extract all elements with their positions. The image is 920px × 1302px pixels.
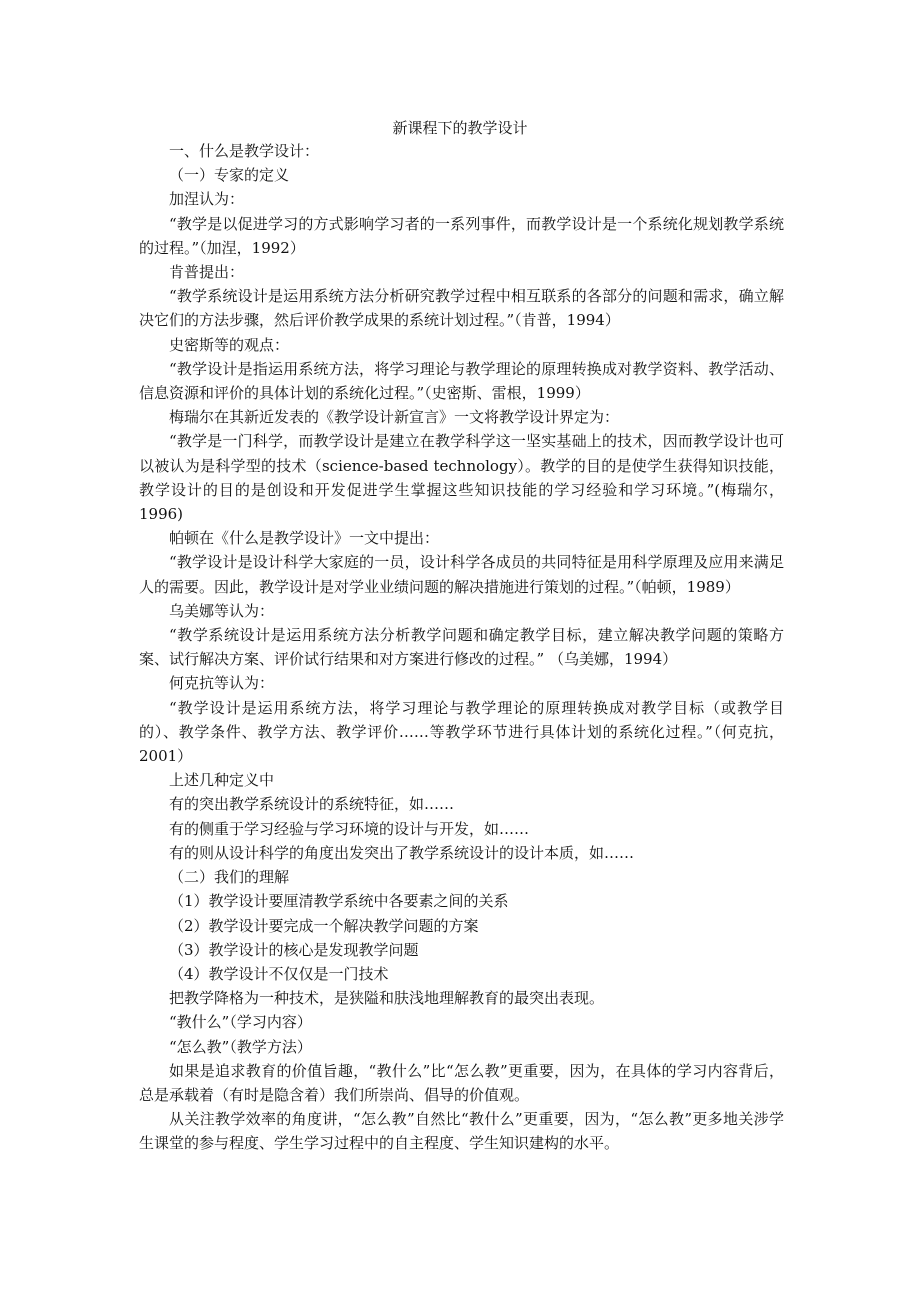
paragraph: “教学系统设计是运用系统方法分析教学问题和确定教学目标，建立解决教学问题的策略方案、试行解决方案、评价试行结果和对方案进行修改的过程。” （乌美娜，1994） [139, 626, 784, 669]
document-body [139, 139, 784, 1156]
paragraph: “教学系统设计是运用系统方法分析研究教学过程中相互联系的各部分的问题和需求，确立解决它们的方法步骤，然后评价教学成果的系统计划过程。”（肯普，1994） [139, 287, 784, 330]
document-title: 新课程下的教学设计 [392, 119, 528, 137]
paragraph: 有的侧重于学习经验与学习环境的设计与开发，如…… [169, 819, 530, 838]
paragraph: 从关注教学效率的角度讲，“怎么教”自然比“教什么”更重要，因为，“怎么教”更多地关涉学生课堂的参与程度、学生学习过程中的自主程度、学生知识建构的水平。 [139, 1110, 784, 1153]
paragraph: “教什么”（学习内容） [169, 1013, 312, 1032]
paragraph: （1）教学设计要厘清教学系统中各要素之间的关系 [169, 892, 509, 911]
paragraph: （一）专家的定义 [169, 166, 290, 185]
paragraph: “教学设计是运用系统方法，将学习理论与教学理论的原理转换成对教学目标（或教学目的）、教学条件、教学方法、教学评价……等教学环节进行具体计划的系统化过程。”（何克抗，2001） [139, 698, 784, 766]
paragraph: “教学是以促进学习的方式影响学习者的一系列事件，而教学设计是一个系统化规划教学系统的过程。”（加涅，1992） [139, 214, 784, 257]
paragraph: 把教学降格为一种技术，是狭隘和肤浅地理解教育的最突出表现。 [169, 989, 605, 1008]
paragraph: “教学设计是指运用系统方法，将学习理论与教学理论的原理转换成对教学资料、教学活动、信息资源和评价的具体计划的系统化过程。”（史密斯、雷根，1999） [139, 359, 784, 403]
paragraph: （3）教学设计的核心是发现教学问题 [169, 940, 419, 959]
paragraph: 梅瑞尔在其新近发表的《教学设计新宣言》一文将教学设计界定为： [169, 408, 620, 427]
paragraph: 有的突出教学系统设计的系统特征，如…… [169, 795, 455, 814]
paragraph: 加涅认为： [169, 190, 245, 209]
paragraph: “怎么教”（教学方法） [169, 1037, 312, 1056]
paragraph: 肯普提出： [169, 263, 245, 282]
paragraph: “教学是一门科学，而教学设计是建立在教学科学这一坚实基础上的技术，因而教学设计也可以被认为是科学型的技术（science-based technology）。教学的目的是使学生获得知识技能，教学设计的目的是创设和开发促进学生掌握这些知识技能的学习经验和学习环境。”(梅瑞尔，1996) [139, 432, 784, 524]
paragraph: 史密斯等的观点： [169, 335, 290, 354]
paragraph: （2）教学设计要完成一个解决教学问题的方案 [169, 916, 479, 935]
paragraph: 如果是追求教育的价值旨趣，“教什么”比“怎么教”更重要，因为，在具体的学习内容背后，总是承载着（有时是隐含着）我们所崇尚、倡导的价值观。 [139, 1061, 784, 1104]
paragraph: 帕顿在《什么是教学设计》一文中提出： [169, 529, 440, 548]
paragraph: 一、什么是教学设计： [169, 142, 320, 160]
paragraph: 何克抗等认为： [169, 674, 275, 693]
paragraph: （4）教学设计不仅仅是一门技术 [169, 964, 389, 983]
paragraph: “教学设计是设计科学大家庭的一员，设计科学各成员的共同特征是用科学原理及应用来满足人的需要。因此，教学设计是对学业业绩问题的解决措施进行策划的过程。”（帕顿，1989） [139, 553, 784, 596]
paragraph: 乌美娜等认为： [169, 601, 275, 620]
paragraph: 上述几种定义中 [169, 771, 275, 790]
paragraph: （二）我们的理解 [169, 868, 290, 887]
paragraph: 有的则从设计科学的角度出发突出了教学系统设计的设计本质，如…… [169, 843, 635, 862]
